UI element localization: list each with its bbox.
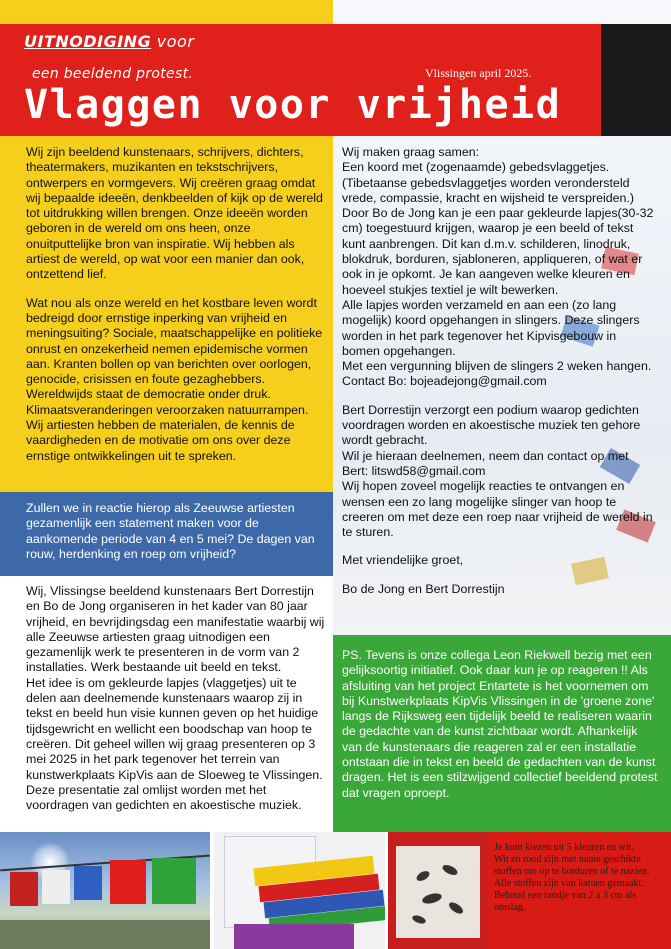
ps-paragraph: PS. Tevens is onze collega Leon Riekwell bezig met een gelijksoortig initiatief. Ook daar kun je op reageren !! Als afsluiting van het project Entartete is het voornemen om bij Kunstwerkplaats KipVis Vlissingen in de 'groene zone' langs de Rijksweg een tijdelijk beeld te realiseren waarin de gedachte van de kunst zichtbaar wordt. Afhankelijk van de kunstenaars die reageren zal er een installatie ontstaan die in tekst en beeld de gedachten van de kunst dragen. Het is een stilzwijgend collectief beeldend protest dat vragen oproept. xyxy=(342,648,658,800)
contact-bo: Contact Bo: bojeadejong@gmail.com xyxy=(342,374,547,389)
photo-caption xyxy=(488,832,671,949)
organizers-block xyxy=(26,584,326,813)
fabric-swatches-photo xyxy=(214,832,385,949)
signature: Bo de Jong en Bert Dorrestijn xyxy=(342,581,505,596)
question-block xyxy=(26,501,331,562)
right-column xyxy=(342,145,657,597)
caption-line-2: Wit en rood zijn met name geschikte stoffen om op te borduren of te nazien. xyxy=(494,854,650,877)
caption-line-4: Behoud een randje van 2 a 3 cm als omslag. xyxy=(494,890,637,913)
bert-paragraph: Bert Dorrestijn verzorgt een podium waarop gedichten voordragen worden en akoestische muziek ten gehore wordt gebracht. xyxy=(342,402,641,448)
left-column-intro xyxy=(26,145,326,464)
make-paragraph: Een koord met (zogenaamde) gebedsvlaggetjes. (Tibetaanse gebedsvlaggetjes worden verondersteld vrede, compassie, kracht en wijsheid te verspreiden.) Door Bo de Jong kan je een paar gekleurde lapjes(30-32 cm) toegestuurd krijgen, waarop je een beeld of tekst kunt aanbrengen. Dit kan d.m.v. schilderen, linodruk, blokdruk, borduren, sjabloneren, appliqueren, of wat er ook in je opkomt. Je kan aangeven welke kleuren en hoeveel stukjes textiel je wilt bewerken. xyxy=(342,160,654,297)
ps-block xyxy=(342,648,660,801)
idea-paragraph: Het idee is om gekleurde lapjes (vlaggetjes) uit te delen aan deelnemende kunstenaars waarop zij in tekst en beeld hun visie kunnen geven op het huidige tijdsgewricht en wellicht een boodschap van hoop te creëren. Dit geheel willen wij graag presenteren op 3 mei 2025 in het park tegenover het terrein van kunstwerkplaats KipVis aan de Sloeweg te Vlissingen. Deze presentatie zal omlijst worden met het voordragen van gedichten en akoestische muziek. xyxy=(26,675,323,813)
join-paragraph: Wil je hieraan deelnemen, neem dan contact op met Bert: litswd58@gmail.com xyxy=(342,448,629,478)
invite-suffix: voor xyxy=(156,32,195,51)
intro-paragraph: Wij zijn beeldend kunstenaars, schrijvers, dichters, theatermakers, muzikanten en tekstschrijvers, ontwerpers en vormgevers. Wij creëren graag omdat wij bepaalde ideeën, denkbeelden of kijk op de wereld tot uitdrukking willen brengen. Onze ideeën worden geboren in de wereld om ons heen, onze onuitputtelijke bron van inspiratie. Wij hebben als artiest de wereld, op wat voor een manier dan ook, ontzettend lief. xyxy=(26,145,323,282)
subtitle: een beeldend protest. xyxy=(32,66,194,82)
embroidered-flag-photo xyxy=(388,832,488,949)
caption-line-3: Alle stoffen zijn van katoen gemaakt. xyxy=(494,878,644,889)
make-heading: Wij maken graag samen: xyxy=(342,145,480,159)
organizers-paragraph: Wij, Vlissingse beeldend kunstenaars Bert Dorrestijn en Bo de Jong organiseren in het kader van 80 jaar vrijheid, en bevrijdingsdag een manifestatie waarbij wij alle Zeeuwse artiesten graag uitnodigen een gezamenlijk werk te presenteren in de vorm van 2 installaties. Werk bestaande uit beeld en tekst. xyxy=(26,584,325,675)
permit-paragraph: Met een vergunning blijven de slingers 2 weken hangen. xyxy=(342,359,652,374)
black-corner-block xyxy=(601,24,671,136)
invite-line xyxy=(24,32,194,51)
prayer-flags-photo xyxy=(0,832,210,949)
page-title: Vlaggen voor vrijheid xyxy=(24,82,562,128)
invite-label: UITNODIGING xyxy=(24,32,152,51)
date-line: Vlissingen april 2025. xyxy=(425,66,532,80)
collect-paragraph: Alle lapjes worden verzameld en aan een (zo lang mogelijk) koord opgehangen in slingers. Deze slingers worden in het park tegenover het Kipvisgebouw in bomen opgehangen. xyxy=(342,297,640,358)
caption-line-1: Je kunt kiezen uit 5 kleuren en wit. xyxy=(494,842,634,853)
threat-paragraph: Wat nou als onze wereld en het kostbare leven wordt bedreigd door ernstige inperking van vrijheid en meningsuiting? Sociale, maatschappelijke en politieke onrust en onzekerheid nemen epidemische vormen aan. Kranten bollen op van berichten over oorlogen, genocide, crisissen en foute gezaghebbers. Wereldwijds staat de democratie onder druk. Klimaatsveranderingen veroorzaken natuurrampen. Wij artiesten hebben de materialen, de kennis de vaardigheden en de motivatie om ons over deze ernstige ontwikkelingen uit te spreken. xyxy=(26,295,323,463)
greeting: Met vriendelijke groet, xyxy=(342,553,464,568)
hope-paragraph: Wij hopen zoveel mogelijk reacties te ontvangen en wensen een zo lang mogelijke slinger van hoop te creeren om met deze een roep naar vrijheid de wereld in te sturen. xyxy=(342,479,653,540)
question-paragraph: Zullen we in reactie hierop als Zeeuwse artiesten gezamenlijk een statement maken voor de aankomende periode van 4 en 5 mei? De dagen van rouw, herdenking en roep om vrijheid? xyxy=(26,501,315,561)
